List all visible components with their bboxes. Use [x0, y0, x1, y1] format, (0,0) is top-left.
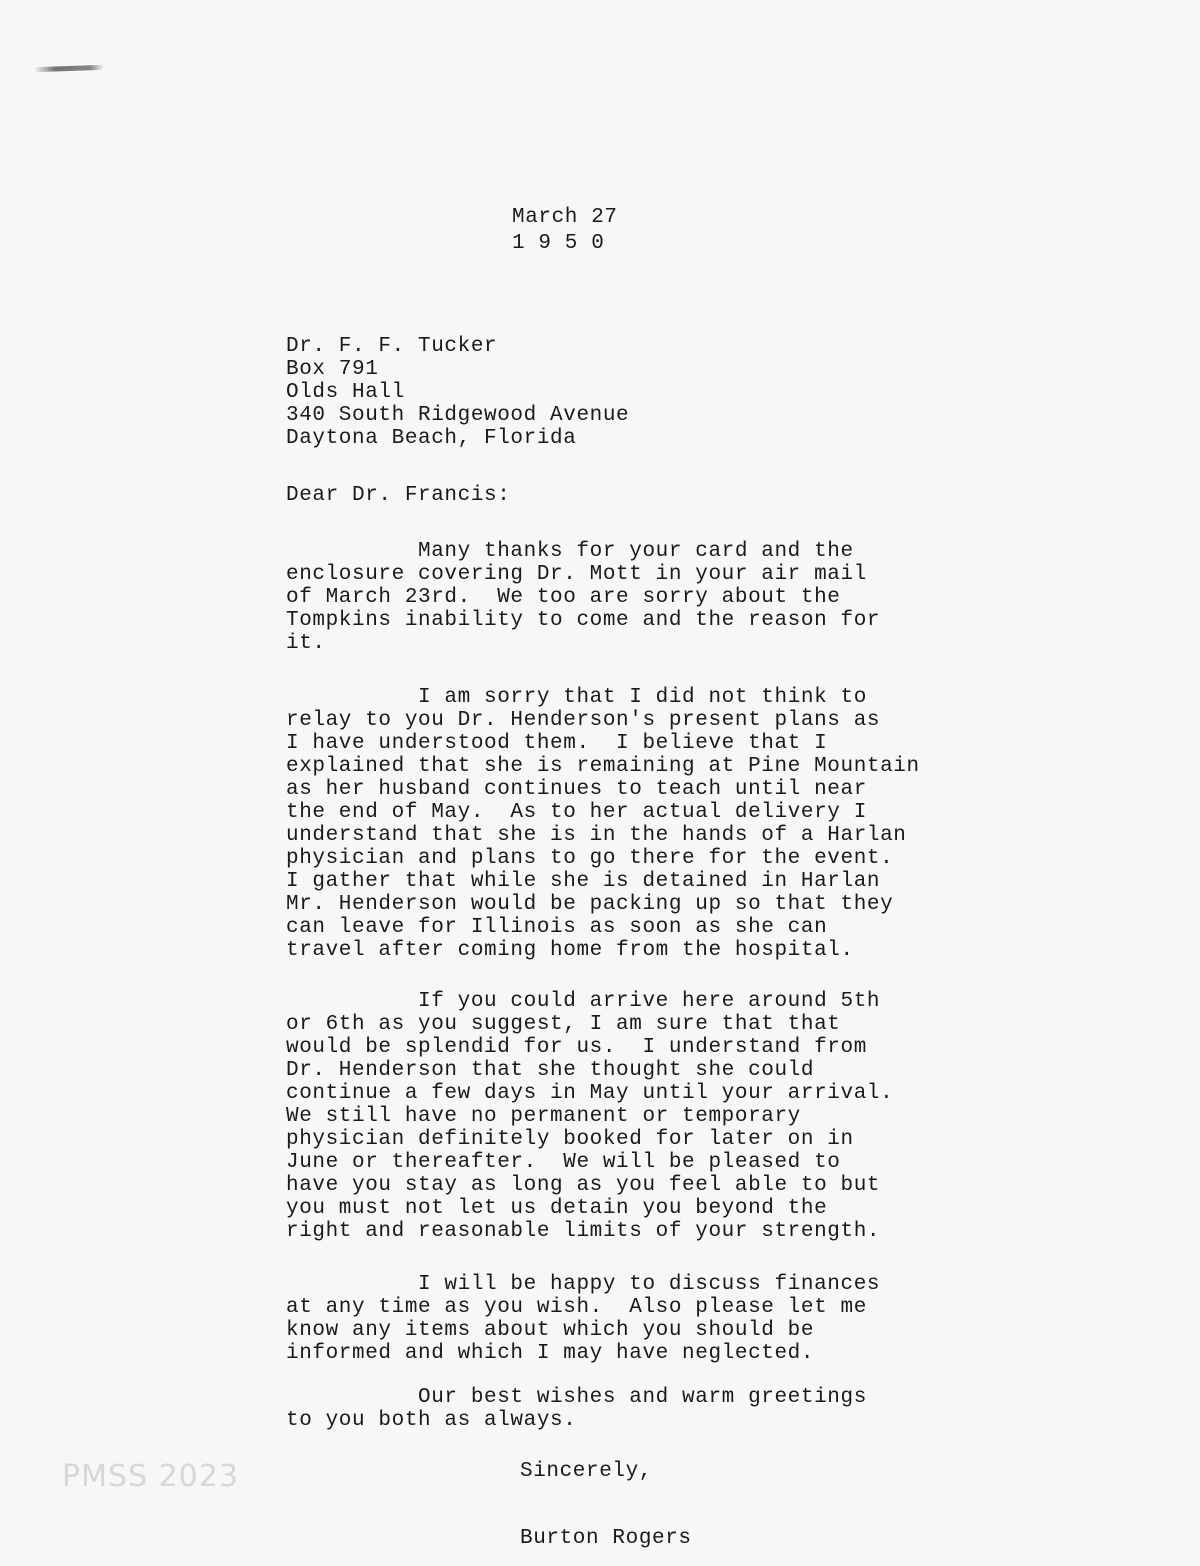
body-line: at any time as you wish. Also please let me: [286, 1296, 867, 1319]
body-line: of March 23rd. We too are sorry about the: [286, 586, 841, 609]
body-line: physician and plans to go there for the event.: [286, 847, 894, 870]
body-line: Tompkins inability to come and the reason for: [286, 609, 881, 632]
body-line: If you could arrive here around 5th: [286, 990, 881, 1013]
salutation: Dear Dr. Francis:: [286, 484, 511, 507]
date-month-day: March 27: [512, 206, 618, 229]
body-line: travel after coming home from the hospital.: [286, 939, 854, 962]
body-line: know any items about which you should be: [286, 1319, 815, 1342]
archive-watermark: PMSS 2023: [62, 1459, 239, 1494]
body-line: as her husband continues to teach until near: [286, 778, 867, 801]
body-line: Many thanks for your card and the: [286, 540, 854, 563]
ink-smudge: [34, 65, 104, 72]
body-line: informed and which I may have neglected.: [286, 1342, 815, 1365]
body-line: physician definitely booked for later on in: [286, 1128, 854, 1151]
body-line: have you stay as long as you feel able to but: [286, 1174, 881, 1197]
address-line: Dr. F. F. Tucker: [286, 335, 498, 358]
body-line: June or thereafter. We will be pleased to: [286, 1151, 841, 1174]
body-line: Our best wishes and warm greetings: [286, 1386, 867, 1409]
address-line: Olds Hall: [286, 381, 405, 404]
body-line: relay to you Dr. Henderson's present plans as: [286, 709, 881, 732]
body-line: We still have no permanent or temporary: [286, 1105, 801, 1128]
body-line: I am sorry that I did not think to: [286, 686, 867, 709]
body-line: would be splendid for us. I understand from: [286, 1036, 867, 1059]
body-line: can leave for Illinois as soon as she can: [286, 916, 828, 939]
body-line: right and reasonable limits of your strength.: [286, 1220, 881, 1243]
body-line: I will be happy to discuss finances: [286, 1273, 881, 1296]
body-line: Dr. Henderson that she thought she could: [286, 1059, 815, 1082]
body-line: I gather that while she is detained in Harlan: [286, 870, 881, 893]
body-line: to you both as always.: [286, 1409, 577, 1432]
body-line: continue a few days in May until your arrival.: [286, 1082, 894, 1105]
address-line: Box 791: [286, 358, 379, 381]
body-line: the end of May. As to her actual delivery I: [286, 801, 867, 824]
body-line: I have understood them. I believe that I: [286, 732, 828, 755]
date-year: 1 9 5 0: [512, 232, 605, 255]
address-line: Daytona Beach, Florida: [286, 427, 577, 450]
body-line: it.: [286, 632, 326, 655]
address-line: 340 South Ridgewood Avenue: [286, 404, 630, 427]
body-line: you must not let us detain you beyond the: [286, 1197, 828, 1220]
body-line: enclosure covering Dr. Mott in your air mail: [286, 563, 867, 586]
body-line: explained that she is remaining at Pine Mountain: [286, 755, 920, 778]
closing: Sincerely,: [520, 1460, 653, 1483]
signature-name: Burton Rogers: [520, 1527, 692, 1550]
body-line: understand that she is in the hands of a Harlan: [286, 824, 907, 847]
body-line: or 6th as you suggest, I am sure that that: [286, 1013, 841, 1036]
body-line: Mr. Henderson would be packing up so that they: [286, 893, 894, 916]
